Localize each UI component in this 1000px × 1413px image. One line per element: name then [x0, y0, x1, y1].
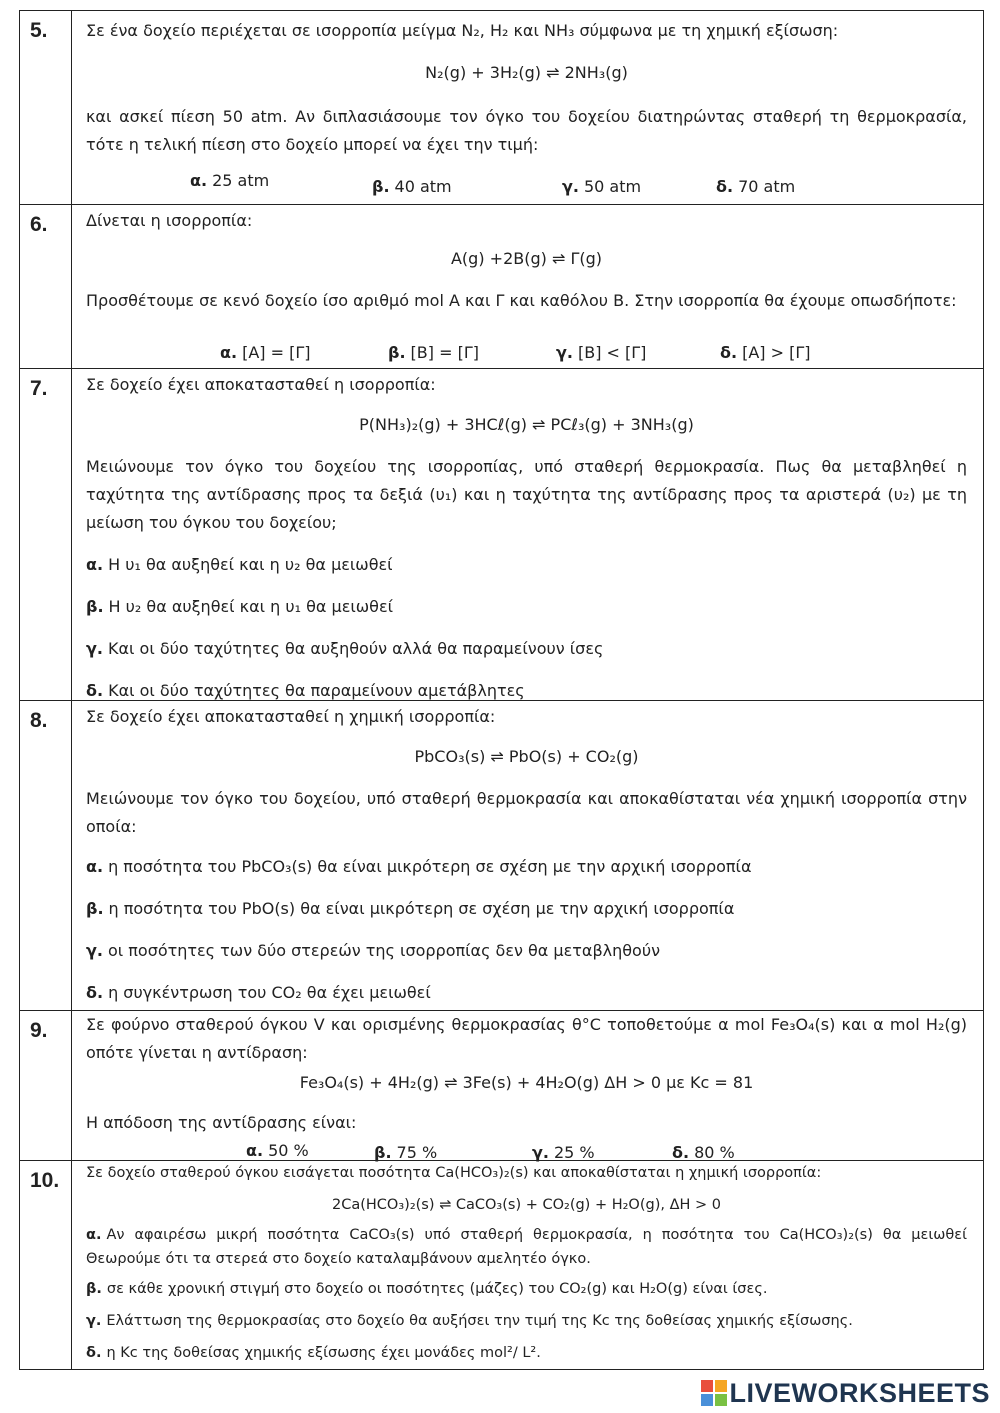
- option-b[interactable]: β. Η υ₂ θα αυξηθεί και η υ₁ θα μειωθεί: [86, 597, 394, 616]
- liveworksheets-logo: [701, 1377, 990, 1409]
- question-intro: Σε δοχείο έχει αποκατασταθεί η χημική ισορροπία:: [86, 707, 496, 726]
- question-body: και ασκεί πίεση 50 atm. Αν διπλασιάσουμε τον όγκο του δοχείου διατηρώντας σταθερή τη θερμοκρασία, τότε η τελική πίεση στο δοχείο μπορεί να έχει την τιμή:: [86, 107, 967, 154]
- option-a[interactable]: α. Η υ₁ θα αυξηθεί και η υ₂ θα μειωθεί: [86, 555, 393, 574]
- option-a[interactable]: α. [A] = [Γ]: [220, 343, 311, 362]
- chemical-equation: 2Ca(HCO₃)₂(s) ⇌ CaCO₃(s) + CO₂(g) + H₂O(g), ΔH > 0: [332, 1197, 721, 1213]
- question-number: 7.: [20, 369, 72, 700]
- option-d[interactable]: δ. Και οι δύο ταχύτητες θα παραμείνουν αμετάβλητες: [86, 681, 525, 700]
- option-a[interactable]: α. 50 %: [246, 1141, 309, 1160]
- question-intro: Σε φούρνο σταθερού όγκου V και ορισμένης θερμοκρασίας θ°C τοποθετούμε α mol Fe₃O₄(s) και α mol H₂(g) οπότε γίνεται η αντίδραση:: [86, 1015, 967, 1062]
- option-c[interactable]: γ. 25 %: [532, 1143, 595, 1162]
- option-d[interactable]: δ. 70 atm: [716, 177, 796, 196]
- option-c[interactable]: γ. Ελάττωση της θερμοκρασίας στο δοχείο θα αυξήσει την τιμή της Kc της δοθείσας χημικής εξίσωσης.: [86, 1313, 853, 1329]
- question-body: Μειώνουμε τον όγκο του δοχείου, υπό σταθερή θερμοκρασία και αποκαθίσταται νέα χημική ισορροπία στην οποία:: [86, 789, 967, 836]
- question-9: [20, 1011, 983, 1161]
- logo-text: LIVEWORKSHEETS: [729, 1377, 990, 1408]
- worksheet-table: [19, 10, 984, 1370]
- option-a[interactable]: α. Αν αφαιρέσω μικρή ποσότητα CaCO₃(s) υπό σταθερή θερμοκρασία, η ποσότητα του Ca(HCO₃)₂(s) θα μειωθεί Θεωρούμε ότι τα στερεά στο δοχείο καταλαμβάνουν αμελητέο όγκο.: [86, 1227, 967, 1267]
- chemical-equation: Fe₃O₄(s) + 4H₂(g) ⇌ 3Fe(s) + 4H₂O(g) ΔH > 0 με Kc = 81: [299, 1073, 754, 1092]
- option-c[interactable]: γ. [B] < [Γ]: [556, 343, 647, 362]
- option-c[interactable]: γ. Και οι δύο ταχύτητες θα αυξηθούν αλλά θα παραμείνουν ίσες: [86, 639, 604, 658]
- question-body: Προσθέτουμε σε κενό δοχείο ίσο αριθμό mol Α και Γ και καθόλου Β. Στην ισορροπία θα έχουμε οπωσδήποτε:: [86, 291, 957, 310]
- option-b[interactable]: β. η ποσότητα του PbO(s) θα είναι μικρότερη σε σχέση με την αρχική ισορροπία: [86, 899, 735, 918]
- option-a[interactable]: α. η ποσότητα του PbCO₃(s) θα είναι μικρότερη σε σχέση με την αρχική ισορροπία: [86, 857, 752, 876]
- option-d[interactable]: δ. [A] > [Γ]: [720, 343, 811, 362]
- question-body: Η απόδοση της αντίδρασης είναι:: [86, 1113, 357, 1132]
- option-a[interactable]: α. 25 atm: [190, 171, 270, 190]
- option-d[interactable]: δ. η συγκέντρωση του CO₂ θα έχει μειωθεί: [86, 983, 431, 1002]
- option-b[interactable]: β. 40 atm: [372, 177, 452, 196]
- question-5: [20, 11, 983, 205]
- chemical-equation: N₂(g) + 3H₂(g) ⇌ 2NH₃(g): [425, 63, 628, 82]
- option-b[interactable]: β. [B] = [Γ]: [388, 343, 479, 362]
- question-intro: Δίνεται η ισορροπία:: [86, 211, 253, 230]
- chemical-equation: PbCO₃(s) ⇌ PbO(s) + CO₂(g): [414, 747, 639, 766]
- chemical-equation: P(NH₃)₂(g) + 3HCℓ(g) ⇌ PCℓ₃(g) + 3NH₃(g): [359, 415, 694, 434]
- logo-mark-icon: [701, 1380, 727, 1406]
- option-d[interactable]: δ. 80 %: [672, 1143, 735, 1162]
- question-intro: Σε ένα δοχείο περιέχεται σε ισορροπία μείγμα N₂, H₂ και NH₃ σύμφωνα με τη χημική εξίσωση:: [86, 21, 839, 40]
- question-number: 5.: [20, 11, 72, 204]
- question-number: 6.: [20, 205, 72, 368]
- option-b[interactable]: β. 75 %: [374, 1143, 438, 1162]
- question-body: Μειώνουμε τον όγκο του δοχείου της ισορροπίας, υπό σταθερή θερμοκρασία. Πως θα μεταβληθεί η ταχύτητα της αντίδρασης προς τα δεξιά (υ₁) και η ταχύτητα της αντίδρασης προς τα αριστερά (υ₂) με τη μείωση του όγκου του δοχείου;: [86, 457, 967, 532]
- question-number: 9.: [20, 1011, 72, 1160]
- option-c[interactable]: γ. 50 atm: [562, 177, 642, 196]
- question-intro: Σε δοχείο έχει αποκατασταθεί η ισορροπία:: [86, 375, 436, 394]
- question-7: [20, 369, 983, 701]
- option-d[interactable]: δ. η Kc της δοθείσας χημικής εξίσωσης έχει μονάδες mol²/ L².: [86, 1345, 541, 1361]
- question-10: [20, 1161, 983, 1369]
- chemical-equation: A(g) +2B(g) ⇌ Γ(g): [450, 249, 602, 268]
- option-b[interactable]: β. σε κάθε χρονική στιγμή στο δοχείο οι ποσότητες (μάζες) του CO₂(g) και H₂O(g) είναι ίσες.: [86, 1281, 768, 1297]
- question-8: [20, 701, 983, 1011]
- question-number: 10.: [20, 1161, 72, 1369]
- question-6: [20, 205, 983, 369]
- question-intro: Σε δοχείο σταθερού όγκου εισάγεται ποσότητα Ca(HCO₃)₂(s) και αποκαθίσταται η χημική ισορροπία:: [86, 1165, 822, 1181]
- option-c[interactable]: γ. οι ποσότητες των δύο στερεών της ισορροπίας δεν θα μεταβληθούν: [86, 941, 661, 960]
- question-number: 8.: [20, 701, 72, 1010]
